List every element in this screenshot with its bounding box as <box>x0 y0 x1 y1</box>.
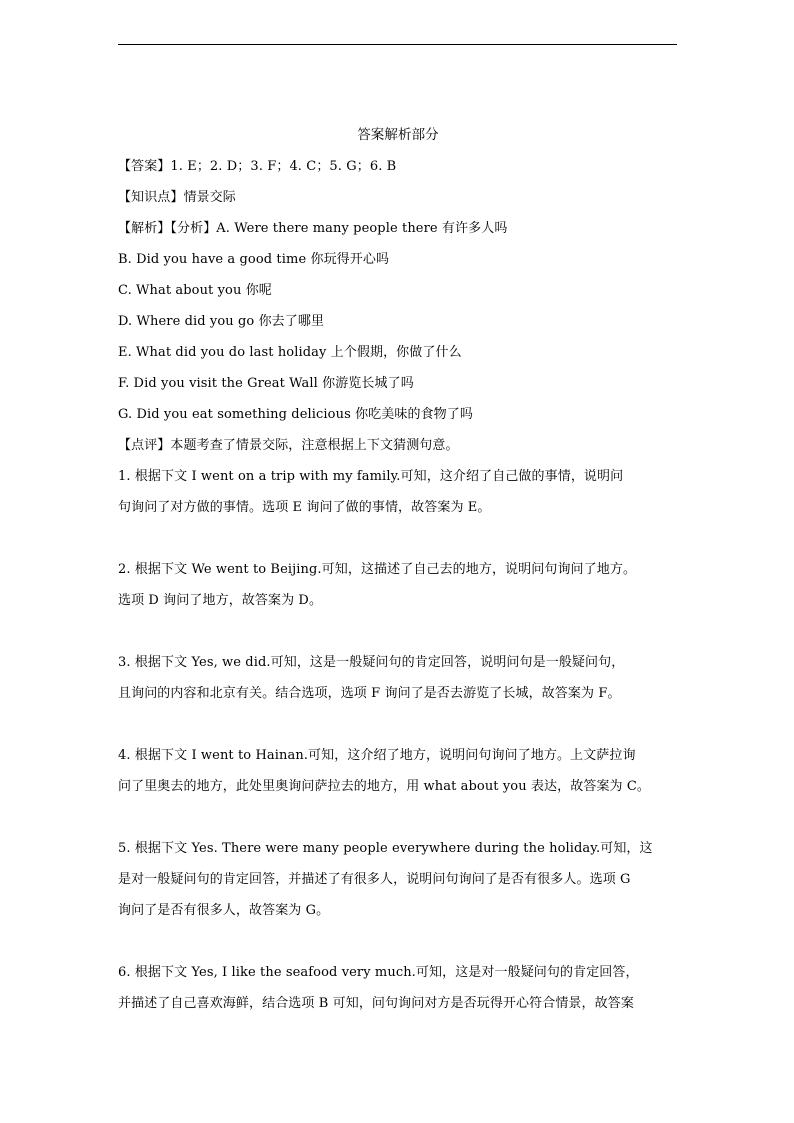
explanation-line: 1. 根据下文 I went on a trip with my family.可知，这介绍了自己做的事情，说明问 <box>118 469 624 484</box>
option-f: F. Did you visit the Great Wall 你游览长城了吗 <box>118 376 414 391</box>
explanation-2 <box>118 554 678 616</box>
option-g: G. Did you eat something delicious 你吃美味的食物了吗 <box>118 407 473 422</box>
explanation-line: 3. 根据下文 Yes, we did.可知，这是一般疑问句的肯定回答，说明问句是一般疑问句， <box>118 655 625 670</box>
option-e: E. What did you do last holiday 上个假期，你做了什么 <box>118 345 462 360</box>
explanation-line: 询问了是否有很多人，故答案为 G。 <box>118 903 330 918</box>
paragraph-spacer <box>118 802 678 833</box>
explanation-line: 问了里奥去的地方，此处里奥询问萨拉去的地方，用 what about you 表达，故答案为 C。 <box>118 779 651 794</box>
paragraph-spacer <box>118 616 678 647</box>
explanation-line: 并描述了自己喜欢海鲜，结合选项 B 可知，问句询问对方是否玩得开心符合情景，故答案 <box>118 996 634 1011</box>
explanation-4 <box>118 740 678 802</box>
analysis-option-a: 【解析】【分析】A. Were there many people there 有许多人吗 <box>118 221 508 236</box>
option-c: C. What about you 你呢 <box>118 283 272 298</box>
explanation-1 <box>118 461 678 523</box>
explanation-line: 2. 根据下文 We went to Beijing.可知，这描述了自己去的地方，说明问句询问了地方。 <box>118 562 637 577</box>
explanation-3 <box>118 647 678 709</box>
header-rule <box>118 44 677 45</box>
section-title: 答案解析部分 <box>357 127 439 143</box>
paragraph-spacer <box>118 709 678 740</box>
explanation-line: 是对一般疑问句的肯定回答，并描述了有很多人，说明问句询问了是否有很多人。选项 G <box>118 872 631 887</box>
explanation-line: 且询问的内容和北京有关。结合选项，选项 F 询问了是否去游览了长城，故答案为 F。 <box>118 686 621 701</box>
answer-line: 【答案】1. E；2. D；3. F；4. C；5. G；6. B <box>118 159 397 174</box>
explanation-5 <box>118 833 678 926</box>
knowledge-point-line: 【知识点】情景交际 <box>118 190 236 205</box>
explanation-line: 选项 D 询问了地方，故答案为 D。 <box>118 593 323 608</box>
explanation-6 <box>118 957 678 1019</box>
option-d: D. Where did you go 你去了哪里 <box>118 314 325 329</box>
explanation-line: 6. 根据下文 Yes, I like the seafood very much.可知，这是对一般疑问句的肯定回答， <box>118 965 639 980</box>
paragraph-spacer <box>118 926 678 957</box>
explanation-line: 句询问了对方做的事情。选项 E 询问了做的事情，故答案为 E。 <box>118 500 491 515</box>
explanation-line: 4. 根据下文 I went to Hainan.可知，这介绍了地方，说明问句询问了地方。上文萨拉询 <box>118 748 636 763</box>
paragraph-spacer <box>118 523 678 554</box>
comment-line: 【点评】本题考查了情景交际，注意根据上下文猜测句意。 <box>118 438 459 453</box>
answer-analysis-section <box>118 120 678 1019</box>
explanation-line: 5. 根据下文 Yes. There were many people everywhere during the holiday.可知，这 <box>118 841 653 856</box>
option-b: B. Did you have a good time 你玩得开心吗 <box>118 252 390 267</box>
